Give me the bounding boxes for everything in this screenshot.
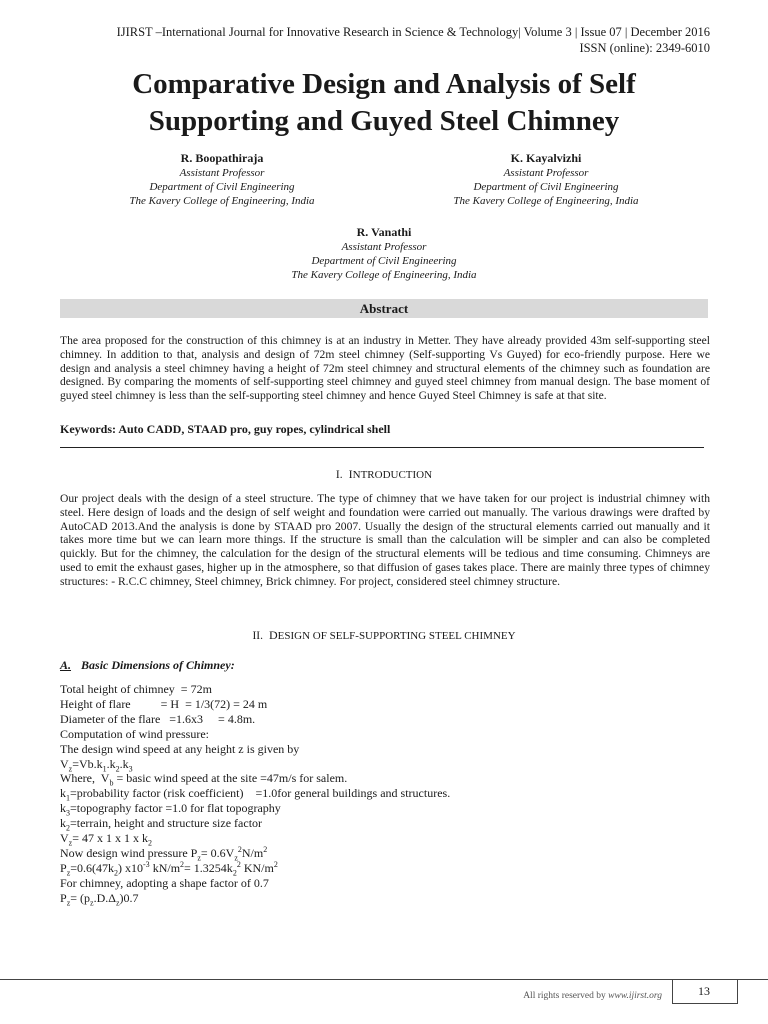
calc-line: Diameter of the flare =1.6x3 = 4.8m. [60,711,256,726]
title-line-1: Comparative Design and Analysis of Self [132,68,636,100]
author-block-3 [254,224,514,282]
journal-header: IJIRST –International Journal for Innovative Research in Science & Technology| Volume 3 | Issue 07 | December 2016 [116,25,710,39]
calc-line: $V_z=Vb.k_1.k_2.k_3$ [60,756,133,773]
section-first-letter: I [348,467,353,481]
author-name: K. Kayalvizhi [510,151,582,165]
calc-line: Height of flare = H = 1/3(72) = 24 m [60,696,268,711]
introduction-text: Our project deals with the design of a steel structure. The type of chimney that we have taken for our project is industrial chimney with steel. Here design of loads and the design of self weight and foundation were carried out manually. The various drawings were drafted by AutoCAD 2013.And the analysis is done by STAAD pro 2007. Usually the design of the structural elements carried out manually and it takes more time but we can learn more things. If the structure is small than the calculation will be simpler and can also be completed quickly. But for the chimney, the calculation for the design of the structural elements will be tedious and time consuming. Chimneys are used to emit the exhaust gases, higher up in the atmosphere, so that diffusion of gases takes place. There are mainly three types of chimney structures: - R.C.C chimney, Steel chimney, Brick chimney. For project, considered steel chimney structure. [60,492,710,588]
subsection-letter: A. [60,658,72,672]
author-department: Department of Civil Engineering [149,181,295,193]
author-role: Assistant Professor [341,241,427,253]
section-title-rest: ESIGN OF SELF-SUPPORTING STEEL CHIMNEY [277,630,516,642]
calc-line: Where, $V_b$ = basic wind speed at the site =47m/s for salem. [60,771,348,788]
footer-rights: All rights reserved by www.ijirst.org [523,991,662,1001]
section-title-rest: NTRODUCTION [352,469,433,481]
section-first-letter: D [268,628,278,642]
calc-line: $k_3=topography$ factor =1.0 for flat topography [60,801,281,818]
author-block-2 [416,150,676,208]
author-department: Department of Civil Engineering [473,181,619,193]
issn-line: ISSN (online): 2349-6010 [579,41,710,55]
author-block-1 [92,150,352,208]
calc-line: $P_z= (p_z.D.\Delta_z)0.7$ [60,890,139,908]
subsection-title: Basic Dimensions of Chimney: [81,658,235,672]
calc-line: $k_1=probability$ factor (risk coefficient) =1.0for general buildings and structures. [60,786,451,803]
section-heading-design [60,628,708,643]
author-affiliation: The Kavery College of Engineering, India [291,269,477,281]
section-number: II. [252,630,263,642]
author-affiliation: The Kavery College of Engineering, India [129,195,315,207]
calc-line: The design wind speed at any height z is given by [60,741,300,756]
abstract-text: The area proposed for the construction of this chimney is at an industry in Metter. They have already provided 43m self-supporting steel chimney. In addition to that, analysis and design of 72m steel chimney (Self-supporting Vs Guyed) for eco-friendly purpose. Here we design and analysis a steel chimney having a height of 72m steel chimney and structural elements of the chimney such as foundation are designed. By comparing the moments of self-supporting steel chimney and guyed steel chimney from manual design. The base moment of guyed steel chimney is less than the self-supporting steel chimney and hence Guyed Steel Chimney is safe at that site. [60,334,710,403]
abstract-heading: Abstract [60,299,708,318]
calc-line: Computation of wind pressure: [60,726,209,741]
author-department: Department of Civil Engineering [311,255,457,267]
footer-site-link[interactable]: www.ijirst.org [608,991,662,1001]
section-number: I. [335,469,343,481]
keywords: Keywords: Auto CADD, STAAD pro, guy ropes, cylindrical shell [60,422,391,436]
author-role: Assistant Professor [179,167,265,179]
subsection-heading [60,658,235,673]
page-number: 13 [698,984,710,998]
calc-line: $P_z=0.6(47k_2)$ $x10^{-3}$ $kN/m^2= 1.3254k_2^2$ $KN/m^2$ [60,859,278,878]
calc-line: Now design wind pressure $P_z= 0.6V_z^2N/m^2$ [60,844,268,863]
calc-line: Total height of chimney = 72m [60,682,212,696]
section-heading-introduction [60,467,708,482]
calc-line: For chimney, adopting a shape factor of 0.7 [60,875,269,890]
footer-rule [0,979,768,980]
calc-line: $k_2=terrain$, height and structure size factor [60,816,263,833]
calculation-block [60,682,450,906]
author-name: R. Boopathiraja [180,151,264,165]
paper-title [60,66,708,140]
section-divider [60,447,704,448]
author-name: R. Vanathi [356,225,412,239]
author-affiliation: The Kavery College of Engineering, India [453,195,639,207]
author-role: Assistant Professor [503,167,589,179]
title-line-2: Supporting and Guyed Steel Chimney [148,105,620,137]
calc-line: $V_z= 47$ x 1 x 1 x $k_2$ [60,831,153,848]
